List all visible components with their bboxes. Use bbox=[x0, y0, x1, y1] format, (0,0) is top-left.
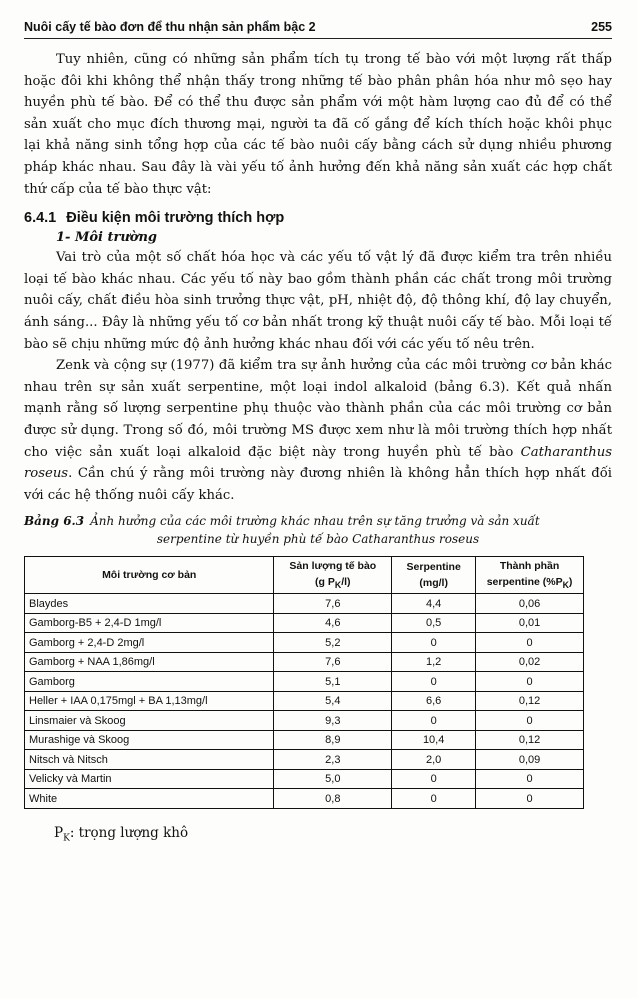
serpentine-cell: 0,5 bbox=[392, 613, 476, 633]
table-caption-label: Bảng 6.3 bbox=[24, 514, 85, 529]
percent-cell: 0,02 bbox=[476, 652, 584, 672]
section-heading bbox=[24, 210, 612, 226]
table-row bbox=[25, 769, 584, 789]
serpentine-cell: 0 bbox=[392, 769, 476, 789]
cell-yield-cell: 5,1 bbox=[274, 672, 392, 692]
section-title: Điều kiện môi trường thích hợp bbox=[66, 210, 285, 227]
cell-yield-cell: 0,8 bbox=[274, 789, 392, 809]
header-cell-yield-line2: (g P bbox=[315, 575, 335, 588]
header-percent-end: ) bbox=[568, 575, 573, 588]
medium-cell: Linsmaier và Skoog bbox=[25, 711, 274, 731]
percent-cell: 0,09 bbox=[476, 750, 584, 770]
page-number: 255 bbox=[591, 20, 612, 34]
table-row bbox=[25, 711, 584, 731]
serpentine-cell: 0 bbox=[392, 633, 476, 653]
medium-cell: Gamborg + 2,4-D 2mg/l bbox=[25, 633, 274, 653]
running-header bbox=[24, 20, 612, 39]
medium-cell: Blaydes bbox=[25, 594, 274, 614]
serpentine-cell: 6,6 bbox=[392, 691, 476, 711]
serpentine-cell: 0 bbox=[392, 711, 476, 731]
header-cell-yield bbox=[274, 557, 392, 594]
table-row bbox=[25, 672, 584, 692]
cell-yield-cell: 8,9 bbox=[274, 730, 392, 750]
footnote-text: : trọng lượng khô bbox=[69, 824, 189, 841]
table-row bbox=[25, 633, 584, 653]
footnote-sub: K bbox=[63, 833, 70, 844]
paragraph-zenk-text-b: . Cần chú ý rằng môi trường này đương nhiên là không hẳn thích hợp nhất đối với các hệ thống nuôi cấy khác. bbox=[24, 466, 612, 503]
serpentine-cell: 1,2 bbox=[392, 652, 476, 672]
serpentine-cell: 10,4 bbox=[392, 730, 476, 750]
table-row bbox=[25, 750, 584, 770]
serpentine-cell: 4,4 bbox=[392, 594, 476, 614]
header-cell-yield-end: /l) bbox=[341, 575, 351, 588]
footnote-symbol: P bbox=[54, 824, 64, 841]
medium-cell: White bbox=[25, 789, 274, 809]
percent-cell: 0,06 bbox=[476, 594, 584, 614]
medium-cell: Gamborg + NAA 1,86mg/l bbox=[25, 652, 274, 672]
header-medium: Môi trường cơ bản bbox=[25, 557, 274, 594]
serpentine-cell: 2,0 bbox=[392, 750, 476, 770]
cell-yield-cell: 4,6 bbox=[274, 613, 392, 633]
header-serpentine-line2: (mg/l) bbox=[419, 577, 448, 590]
running-title: Nuôi cấy tế bào đơn để thu nhận sản phẩm bậc 2 bbox=[24, 20, 316, 34]
cell-yield-cell: 7,6 bbox=[274, 594, 392, 614]
table-caption bbox=[24, 512, 612, 548]
medium-cell: Gamborg-B5 + 2,4-D 1mg/l bbox=[25, 613, 274, 633]
medium-cell: Nitsch và Nitsch bbox=[25, 750, 274, 770]
table-row bbox=[25, 613, 584, 633]
serpentine-cell: 0 bbox=[392, 672, 476, 692]
table-caption-line1: Ảnh hưởng của các môi trường khác nhau trên sự tăng trưởng và sản xuất bbox=[90, 514, 540, 529]
section-number: 6.4.1 bbox=[24, 210, 57, 227]
header-cell-yield-line1: Sản lượng tế bào bbox=[289, 559, 377, 572]
table-row bbox=[25, 691, 584, 711]
percent-cell: 0 bbox=[476, 711, 584, 731]
header-percent-line1: Thành phần bbox=[499, 559, 560, 572]
percent-cell: 0 bbox=[476, 769, 584, 789]
cell-yield-cell: 5,2 bbox=[274, 633, 392, 653]
percent-cell: 0 bbox=[476, 789, 584, 809]
footnote bbox=[24, 825, 612, 844]
header-percent-line2: serpentine (%P bbox=[486, 575, 563, 588]
percent-cell: 0,12 bbox=[476, 691, 584, 711]
species-name: Catharanthus roseus bbox=[24, 444, 612, 482]
cell-yield-cell: 7,6 bbox=[274, 652, 392, 672]
cell-yield-cell: 5,0 bbox=[274, 769, 392, 789]
header-serpentine-line1: Serpentine bbox=[406, 561, 461, 574]
medium-cell: Gamborg bbox=[25, 672, 274, 692]
header-serpentine-percent bbox=[476, 557, 584, 594]
percent-cell: 0 bbox=[476, 633, 584, 653]
percent-cell: 0 bbox=[476, 672, 584, 692]
subsection-heading: 1- Môi trường bbox=[56, 230, 158, 246]
cell-yield-cell: 9,3 bbox=[274, 711, 392, 731]
paragraph-zenk bbox=[24, 355, 612, 506]
medium-cell: Heller + IAA 0,175mgl + BA 1,13mg/l bbox=[25, 691, 274, 711]
table-caption-line2: serpentine từ huyền phù tế bào Catharanthus roseus bbox=[156, 532, 480, 547]
table-body bbox=[25, 594, 584, 809]
header-percent-sub: K bbox=[562, 579, 569, 590]
table-row bbox=[25, 594, 584, 614]
medium-cell: Murashige và Skoog bbox=[25, 730, 274, 750]
table-row bbox=[25, 730, 584, 750]
paragraph-factors: Vai trò của một số chất hóa học và các yếu tố vật lý đã được kiểm tra trên nhiều loại tế bào khác nhau. Các yếu tố này bao gồm thành phần các chất trong môi trường nuôi cấy, chất điều hòa sinh trưởng thực vật, pH, nhiệt độ, độ thông khí, độ lay chuyển, ánh sáng... Đây là những yếu tố cơ bản nhất trong kỹ thuật nuôi cấy tế bào. Mỗi loại tế bào sẽ chịu những mức độ ảnh hưởng khác nhau đối với các yếu tố nêu trên. bbox=[24, 250, 612, 352]
table-header-row bbox=[25, 557, 584, 594]
paragraph-zenk-text-a: Zenk và cộng sự (1977) đã kiểm tra sự ảnh hưởng của các môi trường cơ bản khác nhau trên sự sản xuất serpentine, một loại indol alkaloid (bảng 6.3). Kết quả nhấn mạnh rằng số lượng serpentine phụ thuộc vào thành phần của các môi trường cơ bản được sử dụng. Trong số đó, môi trường MS được xem như là môi trường thích hợp nhất cho việc sản xuất loại alkaloid đặc biệt này trong huyền phù tế bào bbox=[24, 358, 612, 460]
medium-cell: Velicky và Martin bbox=[25, 769, 274, 789]
intro-paragraph: Tuy nhiên, cũng có những sản phẩm tích tụ trong tế bào với một lượng rất thấp hoặc đôi khi không thể nhận thấy trong những tế bào phân phân hóa như mô sẹo hay huyền phù tế bào. Để có thể thu được sản phẩm với một hàm lượng cao đủ để có thể sản xuất cho mục đích thương mại, người ta đã cố gắng để kích thích hoặc khôi phục lại khả năng sinh tổng hợp của các tế bào nuôi cấy bằng cách sử dụng nhiều phương pháp khác nhau. Sau đây là vài yếu tố ảnh hưởng đến khả năng sản xuất các hợp chất thứ cấp của tế bào thực vật: bbox=[24, 52, 612, 197]
cell-yield-cell: 5,4 bbox=[274, 691, 392, 711]
table-row bbox=[25, 652, 584, 672]
table-row bbox=[25, 789, 584, 809]
serpentine-cell: 0 bbox=[392, 789, 476, 809]
header-serpentine bbox=[392, 557, 476, 594]
header-cell-yield-sub: K bbox=[334, 579, 342, 590]
media-table bbox=[24, 556, 584, 809]
cell-yield-cell: 2,3 bbox=[274, 750, 392, 770]
percent-cell: 0,01 bbox=[476, 613, 584, 633]
percent-cell: 0,12 bbox=[476, 730, 584, 750]
